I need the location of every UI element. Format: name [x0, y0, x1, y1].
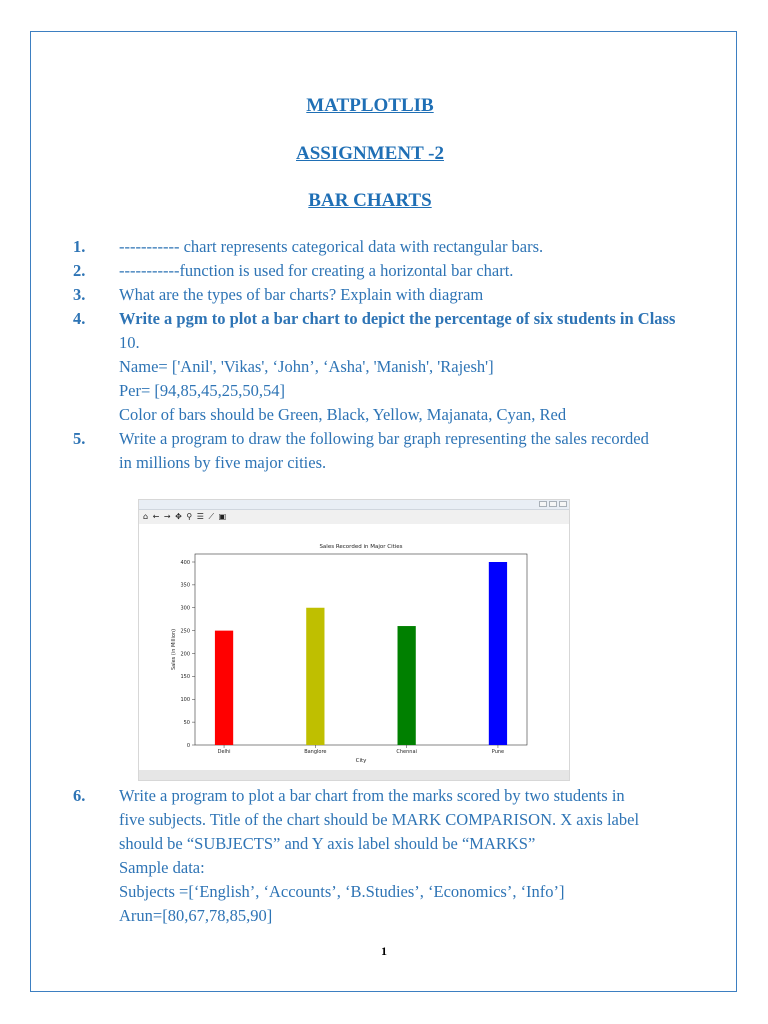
y-tick-label: 100 [180, 697, 190, 704]
question-text-cont: five subjects. Title of the chart should be MARK COMPARISON. X axis label [119, 810, 640, 829]
doc-title: MATPLOTLIB [306, 95, 434, 116]
pan-icon[interactable]: ✥ [175, 512, 182, 521]
sample-subjects: Subjects =[‘English’, ‘Accounts’, ‘B.Studies’, ‘Economics’, ‘Info’] [119, 882, 565, 901]
question-4 [73, 307, 683, 427]
bar-pune [489, 562, 507, 745]
forward-arrow-icon[interactable]: → [163, 512, 171, 521]
question-text-cont: 10. [119, 333, 140, 352]
sample-percentages: Per= [94,85,45,25,50,54] [119, 381, 286, 400]
edit-icon[interactable]: ⟋ [208, 512, 215, 521]
x-tick-label: Chennai [396, 749, 417, 755]
question-text: Write a program to draw the following bar graph representing the sales recorded [119, 429, 649, 448]
minimize-icon[interactable] [539, 501, 547, 507]
y-tick-label: 400 [180, 559, 190, 566]
question-text-cont: in millions by five major cities. [119, 453, 327, 472]
status-bar [139, 770, 570, 780]
maximize-icon[interactable] [549, 501, 557, 507]
save-icon[interactable]: ▣ [218, 512, 227, 521]
figure-window [138, 499, 570, 781]
sample-data-label: Sample data: [119, 858, 205, 877]
question-6 [73, 784, 683, 928]
question-text: Write a program to plot a bar chart from the marks scored by two students in [119, 786, 625, 805]
y-tick-label: 250 [180, 628, 190, 635]
y-tick-label: 150 [180, 674, 190, 681]
page-number: 1 [381, 944, 387, 958]
question-text-cont: should be “SUBJECTS” and Y axis label should be “MARKS” [119, 834, 536, 853]
assignment-title: ASSIGNMENT -2 [296, 143, 444, 164]
x-tick-label: Pune [491, 749, 505, 755]
question-number: 6. [73, 786, 86, 805]
x-axis-label: City [355, 758, 367, 764]
bar-color-note: Color of bars should be Green, Black, Yellow, Majanata, Cyan, Red [119, 405, 567, 424]
chart-title: Sales Recorded in Major Cities [319, 544, 403, 550]
y-axis-label: Sales (in Million) [171, 628, 177, 671]
y-tick-label: 50 [183, 719, 190, 726]
question-number: 1. [73, 237, 86, 256]
back-arrow-icon[interactable]: ← [152, 512, 160, 521]
question-text: Write a pgm to plot a bar chart to depict the percentage of six students in Class [119, 309, 676, 328]
configure-icon[interactable]: ☰ [196, 512, 204, 521]
home-icon[interactable]: ⌂ [143, 512, 149, 521]
question-number: 2. [73, 261, 86, 280]
y-tick-label: 200 [180, 651, 190, 658]
question-3 [73, 283, 683, 307]
plot-area [139, 524, 570, 770]
bar-banglore [306, 608, 324, 745]
y-tick-label: 350 [180, 582, 190, 589]
question-5 [73, 427, 683, 475]
question-number: 5. [73, 429, 86, 448]
axes-frame [195, 554, 527, 745]
question-1 [73, 235, 683, 259]
bar-delhi [215, 631, 233, 745]
bar-chart [139, 524, 570, 770]
section-title: BAR CHARTS [308, 190, 432, 211]
question-text: -----------function is used for creating a horizontal bar chart. [119, 261, 514, 280]
question-number: 4. [73, 309, 86, 328]
window-titlebar [139, 500, 569, 510]
figure-toolbar [139, 510, 569, 524]
question-text: What are the types of bar charts? Explain with diagram [119, 285, 484, 304]
question-number: 3. [73, 285, 86, 304]
y-tick-label: 300 [180, 605, 190, 612]
y-tick-label: 0 [186, 742, 190, 749]
zoom-icon[interactable]: ⚲ [186, 512, 193, 521]
sample-names: Name= ['Anil', 'Vikas', ‘John’, ‘Asha', 'Manish', 'Rajesh'] [119, 357, 494, 376]
sample-marks: Arun=[80,67,78,85,90] [119, 906, 273, 925]
bar-chennai [398, 626, 416, 745]
close-icon[interactable] [559, 501, 567, 507]
x-tick-label: Banglore [304, 749, 327, 755]
x-tick-label: Delhi [217, 749, 231, 755]
question-text: ----------- chart represents categorical data with rectangular bars. [119, 237, 544, 256]
question-2 [73, 259, 683, 283]
